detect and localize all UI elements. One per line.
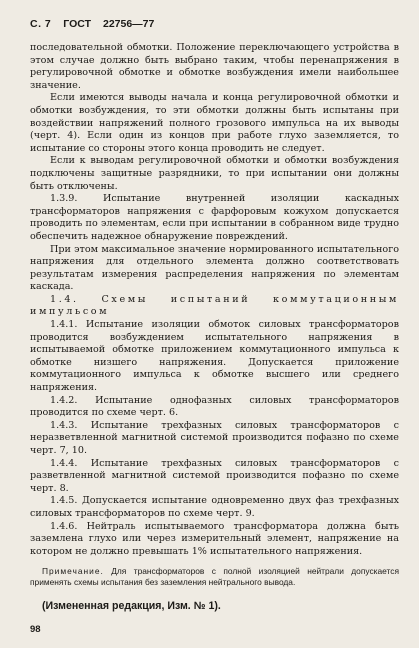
paragraph-winding-terminals: Если имеются выводы начала и конца регулировочной обмотки и обмотки возбуждения, то эти обмотки должны быть испытаны при воздействии напряжений полного грозового импульса на их выводы (черт. 4). Если один из концов при работе глухо заземляется, то испытание со стороны этого конца проводить не следует. (30, 92, 399, 154)
header-gost-label: ГОСТ (63, 18, 91, 30)
document-body (30, 42, 399, 558)
amendment-note: (Измененная редакция, Изм. № 1). (42, 600, 221, 613)
header-standard-number: 22756—77 (102, 18, 155, 30)
note-label: Примечание. (42, 566, 104, 577)
section-heading-1-4: 1.4. Схемы испытаний коммутационным импульсом (30, 293, 399, 318)
paragraph-max-voltage: При этом максимальное значение нормированного испытательного напряжения для отдельного элемента должно соответствовать результатам измерения распределения напряжения по элементам каскада. (30, 243, 399, 293)
paragraph-1-4-3: 1.4.3. Испытание трехфазных силовых трансформаторов с неразветвленной магнитной системой производится пофазно по схеме черт. 7, 10. (30, 419, 399, 456)
page-number: 98 (30, 624, 41, 636)
paragraph-1-4-1: 1.4.1. Испытание изоляции обмоток силовых трансформаторов проводится возбуждением испытательного напряжения в испытываемой обмотке приложением коммутационного импульса к обмотке низшего напряжения. Допускается приложение коммутационного импульса к обмотке высшего или среднего напряжения. (30, 319, 399, 394)
paragraph-1-3-9: 1.3.9. Испытание внутренней изоляции каскадных трансформаторов напряжения с фарфоровым кожухом допускается проводить по элементам, если при испытании в собранном виде трудно обеспечить надежное обнаружение повреждений. (30, 193, 399, 242)
paragraph-1-4-4: 1.4.4. Испытание трехфазных силовых трансформаторов с разветвленной магнитной системой производится пофазно по схеме черт. 8. (30, 457, 399, 494)
paragraph-1-4-2: 1.4.2. Испытание однофазных силовых трансформаторов проводится по схеме черт. 6. (30, 394, 399, 419)
note-block (30, 566, 399, 588)
page-header (30, 18, 399, 30)
header-page-label: С. 7 (30, 18, 52, 30)
paragraph-arresters: Если к выводам регулировочной обмотки и обмотки возбуждения подключены защитные разрядники, то при испытании они должны быть отключены. (30, 155, 399, 192)
paragraph-continuation: последовательной обмотки. Положение переключающего устройства в этом случае должно быть выбрано таким, чтобы перенапряжения в регулировочной обмотке и обмотке возбуждения имели наибольшее значение. (30, 42, 399, 91)
paragraph-1-4-6: 1.4.6. Нейтраль испытываемого трансформатора должна быть заземлена глухо или через измерительный элемент, напряжение на котором не должно превышать 1% испытательного напряжения. (30, 520, 399, 557)
paragraph-1-4-5: 1.4.5. Допускается испытание одновременно двух фаз трехфазных силовых трансформаторов по схеме черт. 9. (30, 495, 399, 519)
note-text: Для трансформаторов с полной изоляцией нейтрали допускается применять схемы испытания без заземления нейтрального вывода. (30, 566, 400, 588)
